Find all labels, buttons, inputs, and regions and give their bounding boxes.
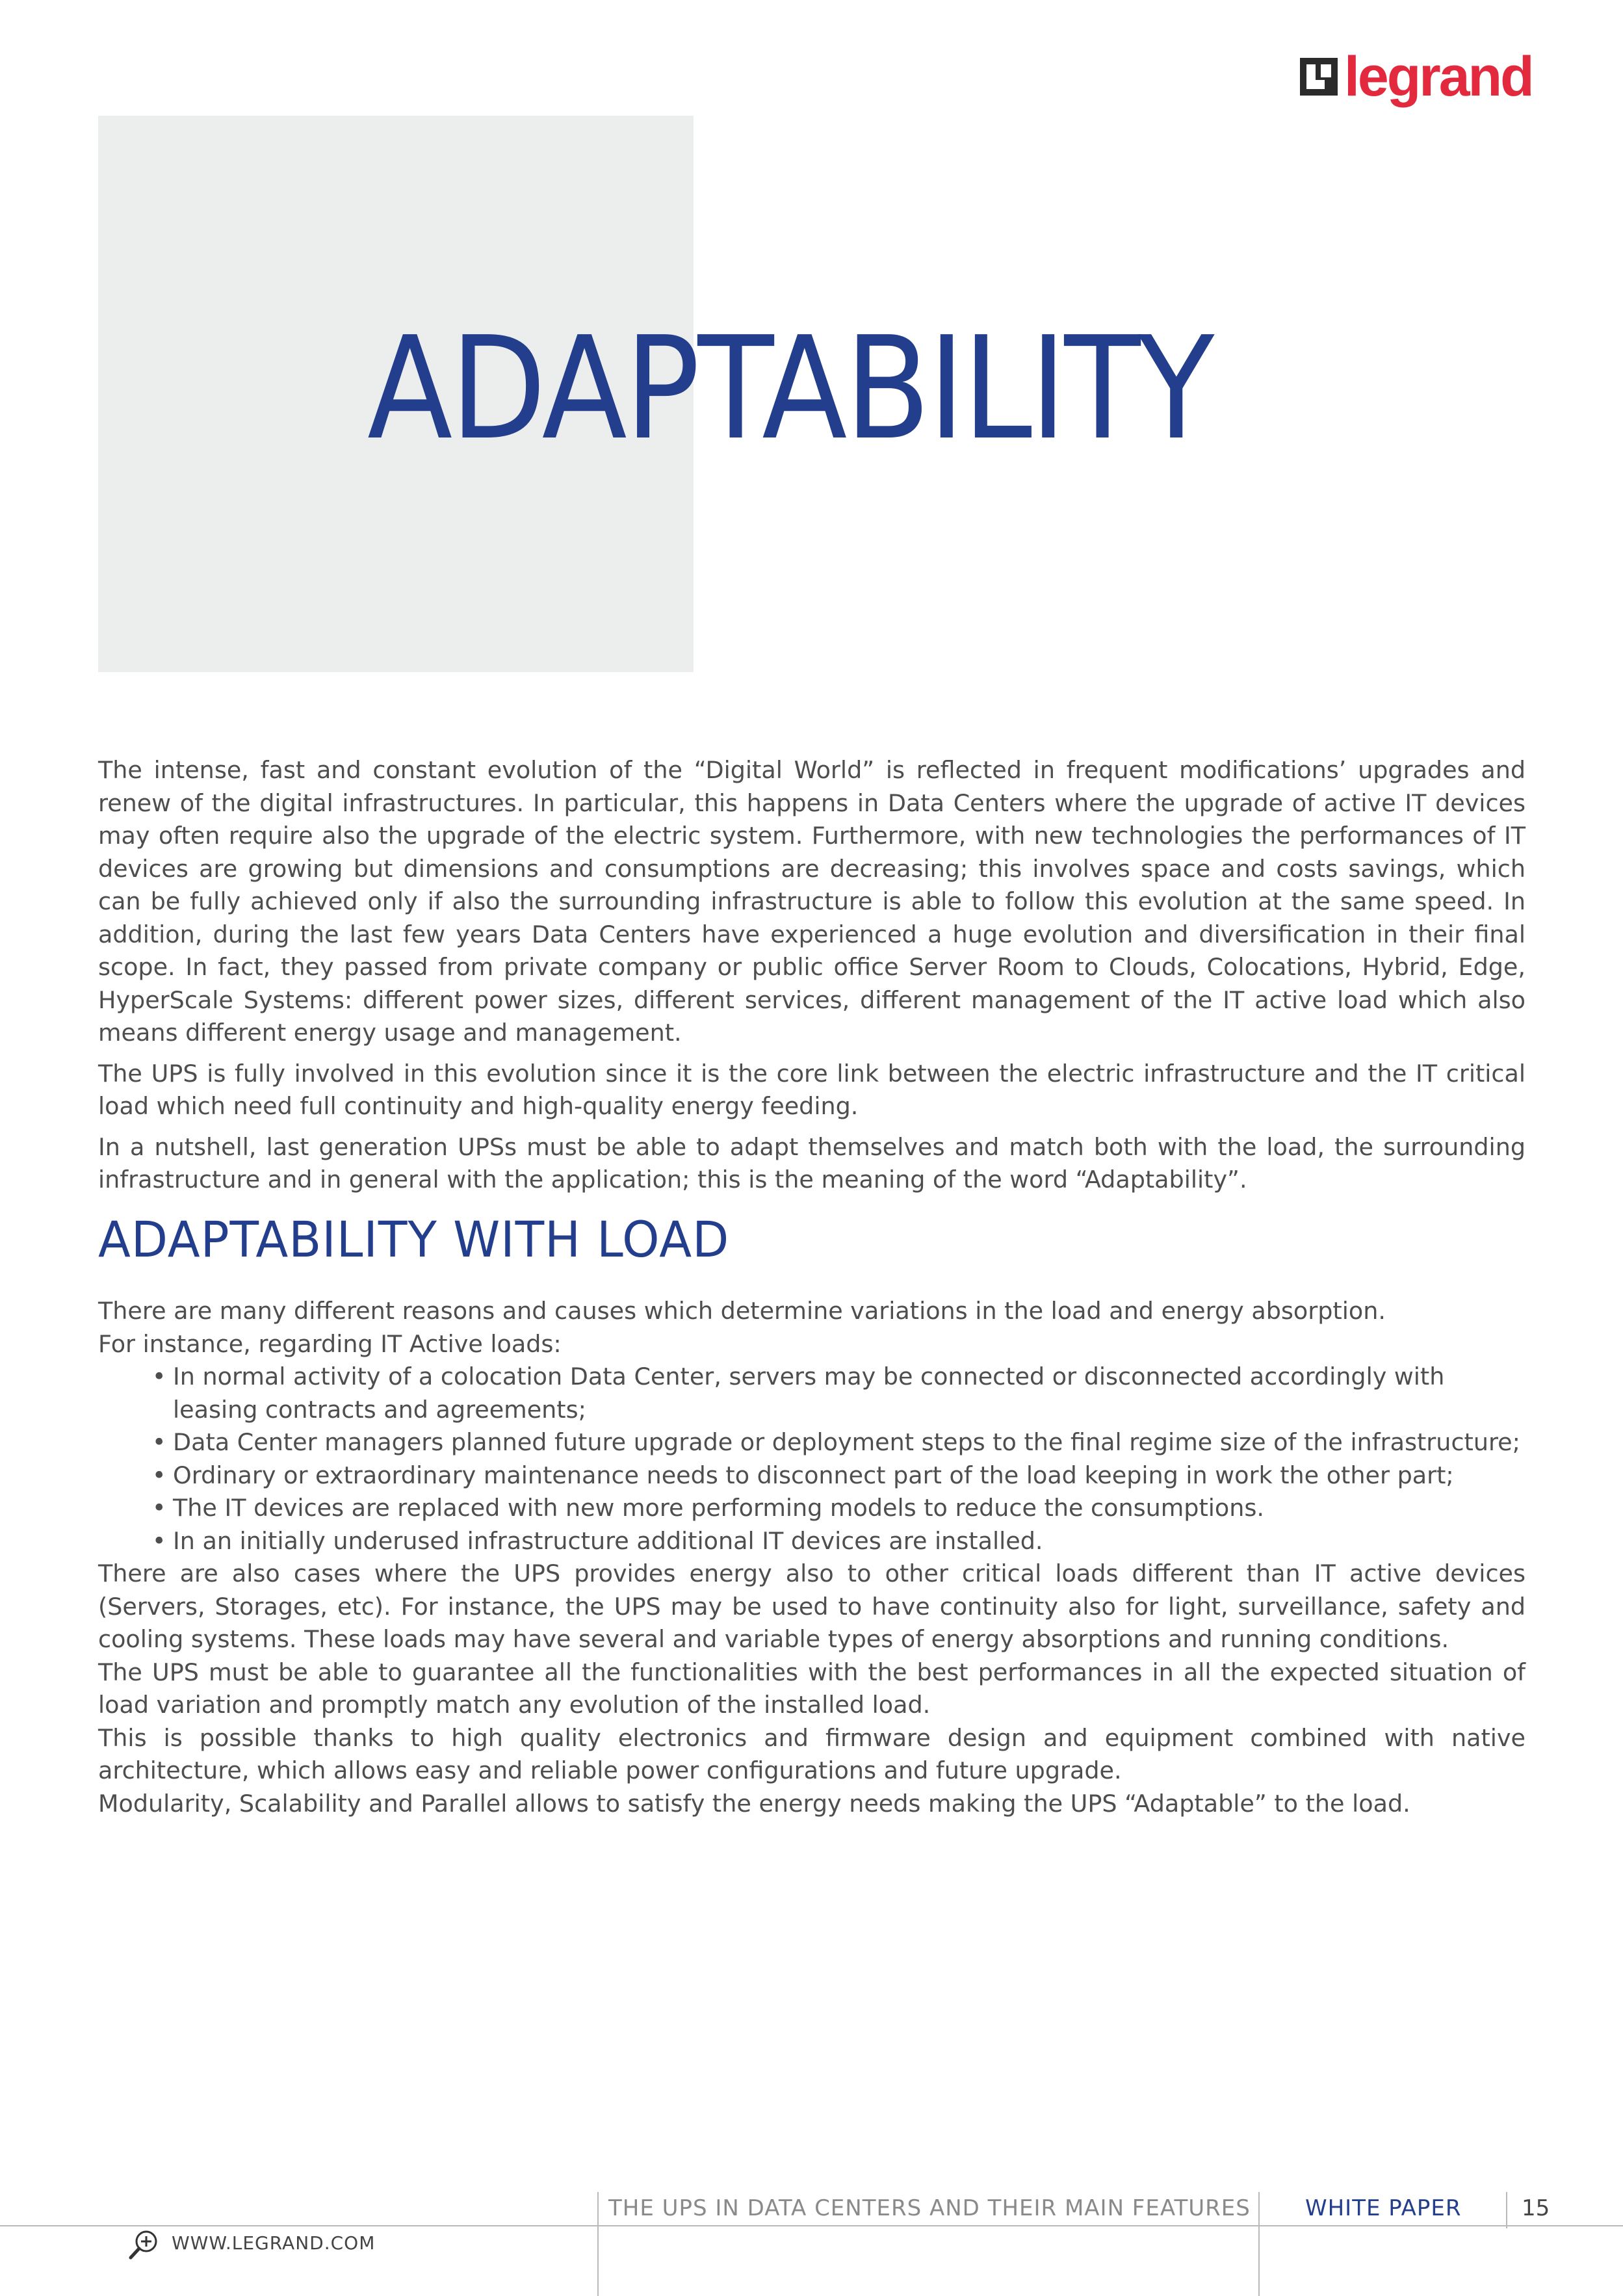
intro-text-block xyxy=(98,754,1526,1205)
legrand-logo-mark-icon xyxy=(1300,58,1338,96)
section-closing-line: This is possible thanks to high quality electronics and firmware design and equipment combined with native architecture, which allows easy and reliable power configurations and future upgrade. xyxy=(98,1723,1526,1784)
section-text-block xyxy=(98,1295,1526,1820)
section-lead-line: For instance, regarding IT Active loads: xyxy=(98,1329,562,1358)
bullet-item: • In normal activity of a colocation Data Center, servers may be connected or disconnected accordingly with leasing contracts and agreements; xyxy=(152,1361,1526,1426)
footer-document-title: THE UPS IN DATA CENTERS AND THEIR MAIN FEATURES xyxy=(608,2195,1251,2221)
section-closing-line: There are also cases where the UPS provides energy also to other critical loads different than IT active devices (Servers, Storages, etc). For instance, the UPS may be used to have continuity also for light, surveillance, safety and cooling systems. These loads may have several and variable types of energy absorptions and running conditions. xyxy=(98,1559,1526,1653)
footer-divider xyxy=(0,2225,1623,2226)
bullet-item: • Data Center managers planned future upgrade or deployment steps to the final regime size of the infrastructure; xyxy=(152,1426,1526,1459)
website-link[interactable]: WWW.LEGRAND.COM xyxy=(172,2232,376,2254)
footer-separator xyxy=(1258,2192,1260,2296)
footer-separator xyxy=(1506,2192,1507,2228)
intro-paragraph: In a nutshell, last generation UPSs must be able to adapt themselves and match both with the load, the surrounding infrastructure and in general with the application; this is the meaning of the word “Adaptability”. xyxy=(98,1132,1526,1194)
footer-document-type: WHITE PAPER xyxy=(1305,2195,1462,2221)
footer-separator xyxy=(597,2192,599,2296)
section-lead-line: There are many different reasons and causes which determine variations in the load and energy absorption. xyxy=(98,1297,1386,1325)
intro-paragraph: The UPS is fully involved in this evolution since it is the core link between the electric infrastructure and the IT critical load which need full continuity and high-quality energy feeding. xyxy=(98,1059,1526,1120)
bullet-item: • The IT devices are replaced with new more performing models to reduce the consumptions. xyxy=(152,1492,1526,1525)
bullet-list xyxy=(98,1361,1526,1558)
intro-paragraph: The intense, fast and constant evolution of the “Digital World” is reflected in frequent modifications’ upgrades and renew of the digital infrastructures. In particular, this happens in Data Centers where the upgrade of active IT devices may often require also the upgrade of the electric system. Furthermore, with new technologies the performances of IT devices are growing but dimensions and consumptions are decreasing; this involves space and costs savings, which can be fully achieved only if also the surrounding infrastructure is able to follow this evolution at the same speed. In addition, during the last few years Data Centers have experienced a huge evolution and diversification in their final scope. In fact, they passed from private company or public office Server Room to Clouds, Colocations, Hybrid, Edge, HyperScale Systems: different power sizes, different services, different management of the IT active load which also means different energy usage and management. xyxy=(98,756,1526,1047)
page-number: 15 xyxy=(1522,2195,1550,2221)
section-closing-line: Modularity, Scalability and Parallel allows to satisfy the energy needs making the UPS “Adaptable” to the load. xyxy=(98,1789,1410,1818)
legrand-logo xyxy=(1300,47,1533,107)
bullet-item: • Ordinary or extraordinary maintenance needs to disconnect part of the load keeping in work the other part; xyxy=(152,1459,1526,1493)
page-title: ADAPTABILITY xyxy=(367,307,1212,471)
section-closing-line: The UPS must be able to guarantee all the functionalities with the best performances in all the expected situation of load variation and promptly match any evolution of the installed load. xyxy=(98,1658,1526,1719)
search-zoom-icon xyxy=(125,2227,162,2263)
legrand-logo-text: legrand xyxy=(1344,46,1533,108)
section-heading: ADAPTABILITY WITH LOAD xyxy=(98,1210,730,1268)
bullet-item: • In an initially underused infrastructure additional IT devices are installed. xyxy=(152,1525,1526,1558)
